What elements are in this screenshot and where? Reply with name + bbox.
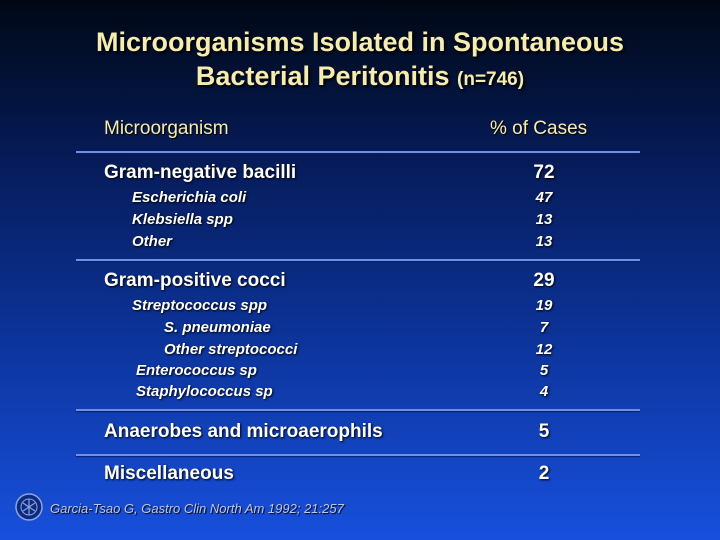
table-row xyxy=(0,233,720,255)
row-label: Staphylococcus sp xyxy=(136,383,273,400)
header-divider xyxy=(76,151,640,153)
row-value: 5 xyxy=(538,421,550,442)
row-value: 5 xyxy=(539,362,549,379)
table-row xyxy=(0,421,720,443)
group-divider xyxy=(76,259,640,261)
column-header-microorganism: Microorganism xyxy=(104,118,229,139)
row-value: 13 xyxy=(535,211,553,228)
row-label: Klebsiella spp xyxy=(132,211,233,228)
slide-title-text: Bacterial Peritonitis xyxy=(195,61,450,91)
table-row xyxy=(0,162,720,184)
column-header-percent: % of Cases xyxy=(490,118,588,139)
sample-size-label: (n=746) xyxy=(457,69,525,90)
row-label: S. pneumoniae xyxy=(164,319,271,336)
slide-title-line-2 xyxy=(0,61,720,95)
row-value: 72 xyxy=(533,162,555,183)
row-value: 2 xyxy=(538,463,550,484)
table-row xyxy=(0,270,720,292)
row-value: 7 xyxy=(539,319,549,336)
row-value: 12 xyxy=(535,341,553,358)
row-label: Miscellaneous xyxy=(104,463,234,484)
row-label: Other streptococci xyxy=(164,341,298,358)
seal-logo-icon xyxy=(14,492,44,522)
row-label: Gram-positive cocci xyxy=(104,270,286,291)
row-value: 19 xyxy=(535,297,553,314)
row-value: 29 xyxy=(533,270,555,291)
row-value: 47 xyxy=(535,189,553,206)
row-label: Anaerobes and microaerophils xyxy=(104,421,383,442)
table-row xyxy=(0,211,720,233)
table-row xyxy=(0,341,720,363)
table-row xyxy=(0,362,720,384)
row-label: Enterococcus sp xyxy=(136,362,257,379)
row-label: Escherichia coli xyxy=(132,189,247,206)
table-row xyxy=(0,463,720,485)
row-label: Gram-negative bacilli xyxy=(104,162,297,183)
group-divider xyxy=(76,454,640,456)
table-row xyxy=(0,383,720,405)
row-label: Streptococcus spp xyxy=(132,297,268,314)
row-value: 4 xyxy=(539,383,549,400)
row-label: Other xyxy=(132,233,173,250)
table-row xyxy=(0,319,720,341)
group-divider xyxy=(76,409,640,411)
table-row xyxy=(0,189,720,211)
citation-text: Garcia-Tsao G, Gastro Clin North Am 1992; 21:257 xyxy=(50,501,344,516)
table-row xyxy=(0,297,720,319)
slide-title-line-1: Microorganisms Isolated in Spontaneous xyxy=(95,27,625,57)
row-value: 13 xyxy=(535,233,553,250)
